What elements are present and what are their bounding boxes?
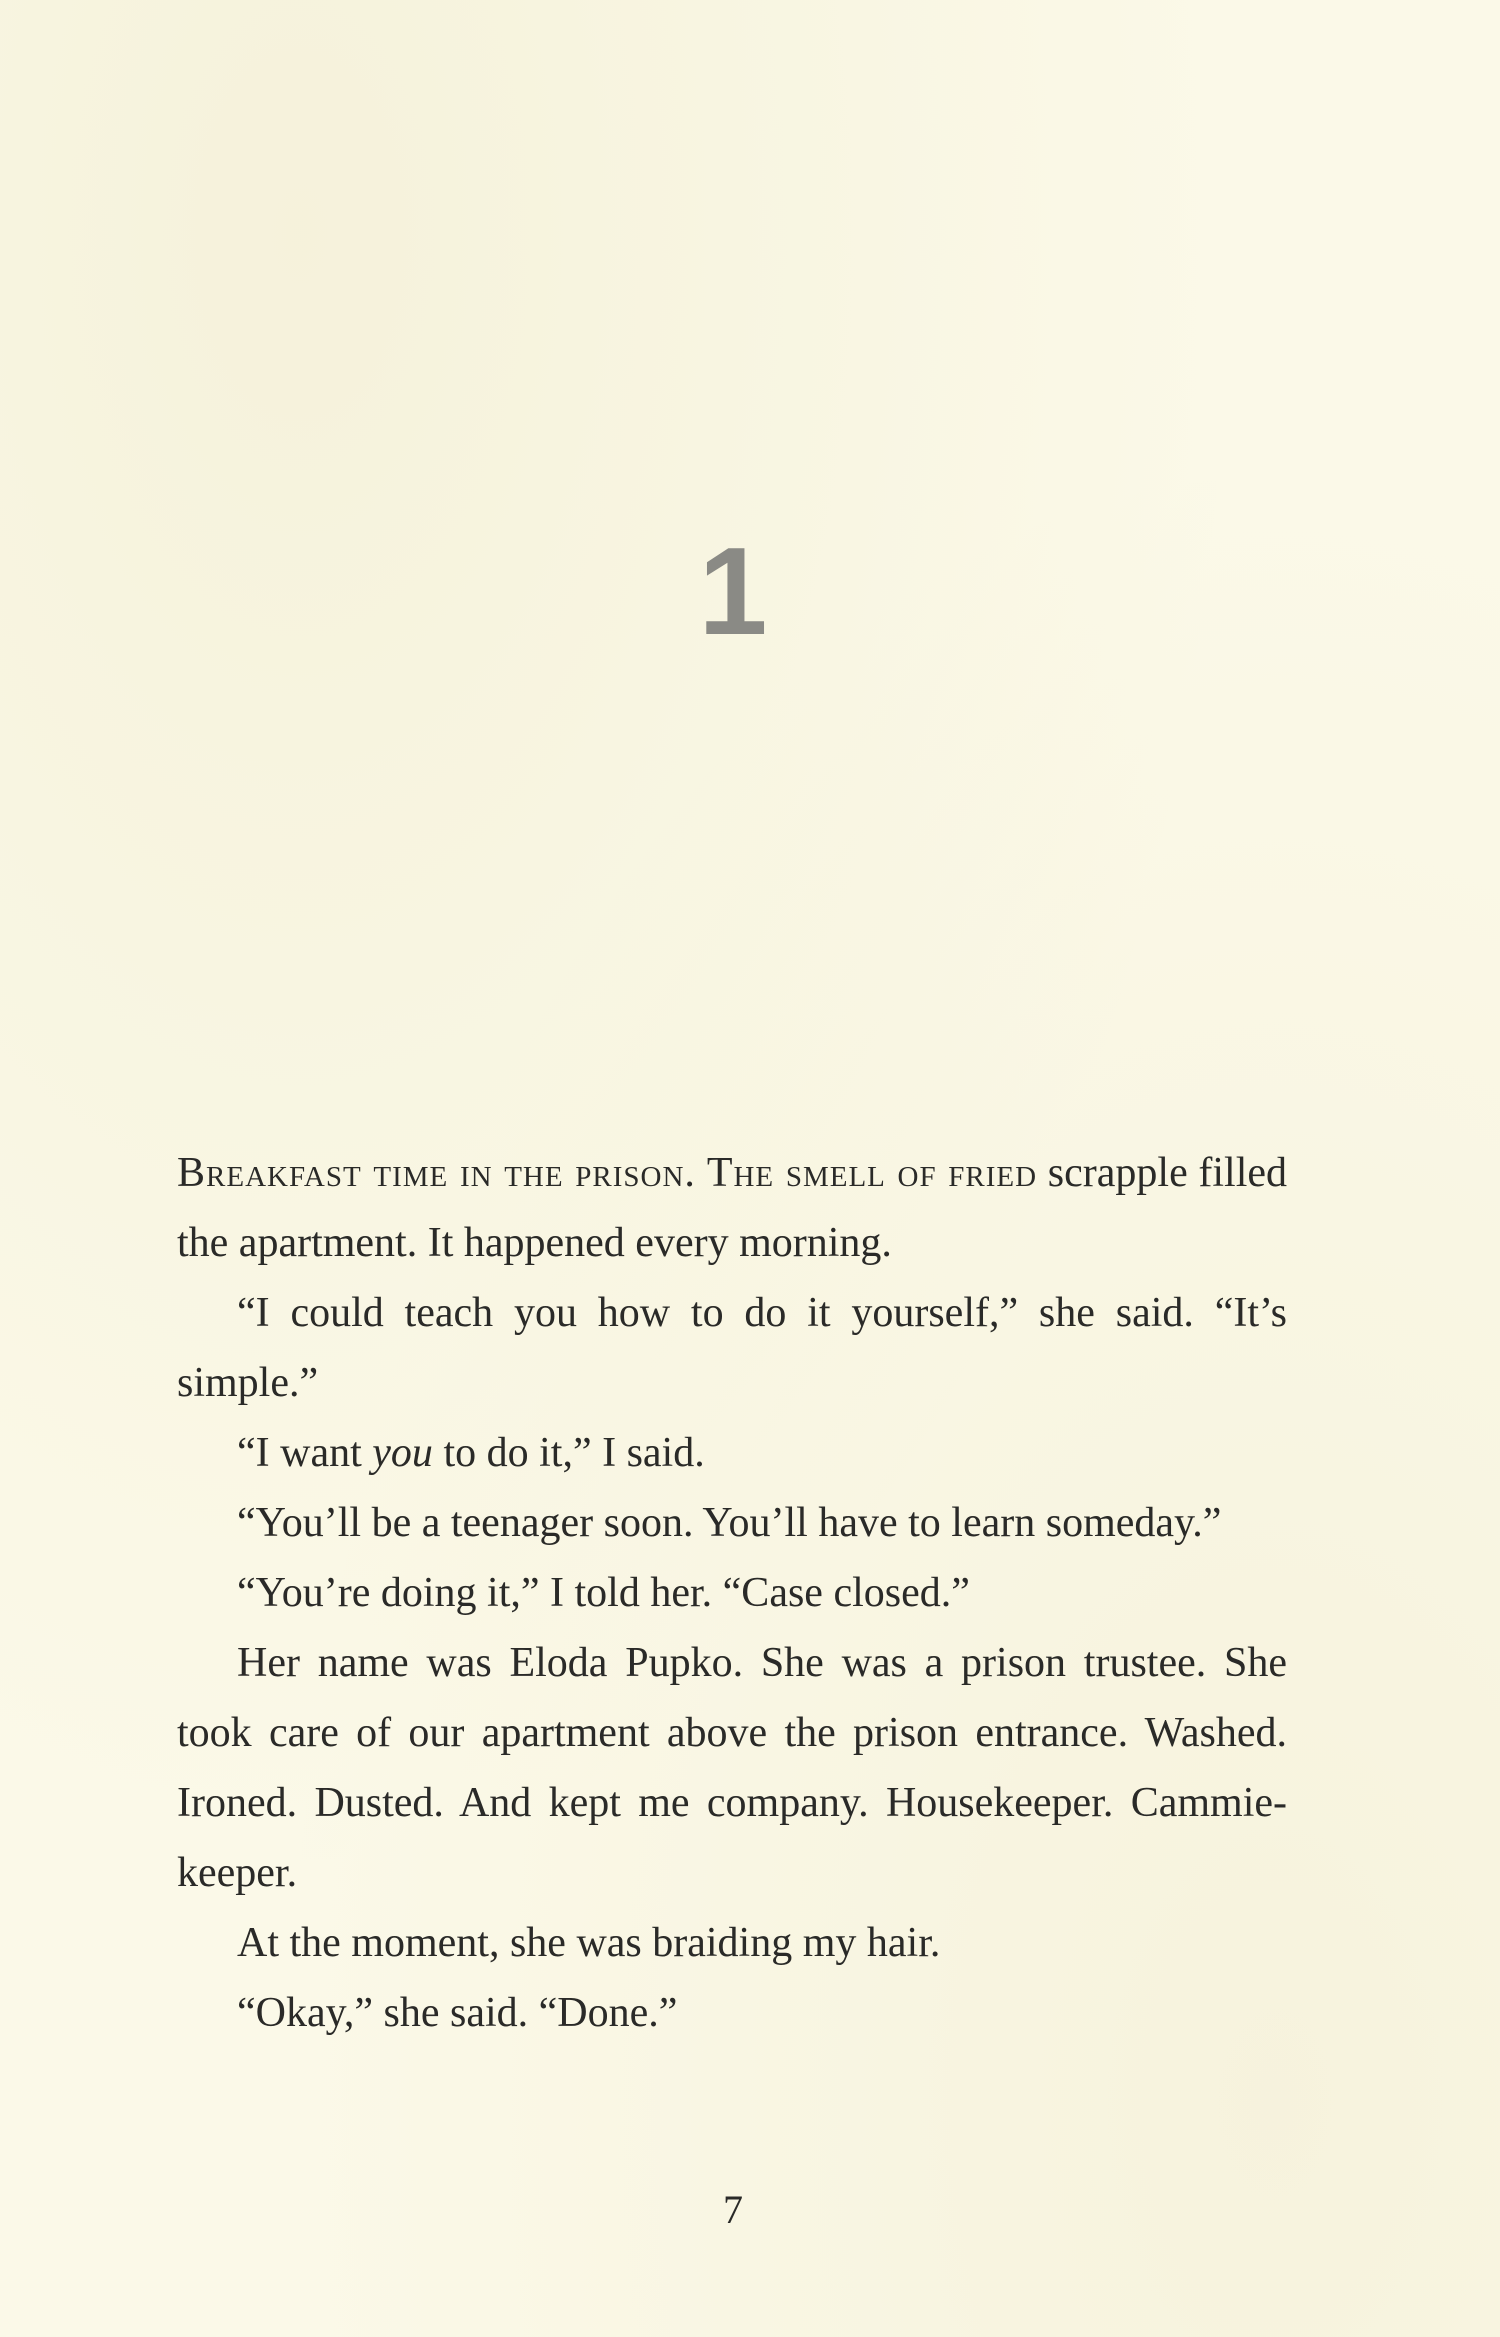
dialogue-want-before: “I want (237, 1430, 373, 1476)
paragraph-eloda: Her name was Eloda Pupko. She was a prison trustee. She took care of our apartment above the prison entrance. Washed. Ironed. Dusted. And kept me company. Housekeeper. Cammie-keeper. (177, 1640, 1287, 1896)
opening-small-caps: Breakfast time in the prison. The smell of fried (177, 1150, 1038, 1196)
paragraph-dialogue-teenager: “You’ll be a teenager soon. You’ll have to learn someday.” (237, 1500, 1222, 1546)
paragraph-braiding: At the moment, she was braiding my hair. (237, 1920, 941, 1966)
paragraph-dialogue-want (177, 1418, 1287, 1488)
paragraph-opening (177, 1138, 1287, 1278)
dialogue-want-italic: you (372, 1430, 433, 1476)
body-text (177, 1138, 1287, 2048)
dialogue-want-after: to do it,” I said. (432, 1430, 705, 1476)
opening-rest: scrapple filled the apartment. It happened every morning. (177, 1150, 1288, 1266)
paragraph-dialogue-teach: “I could teach you how to do it yourself,” she said. “It’s simple.” (177, 1290, 1287, 1406)
chapter-number: 1 (698, 523, 768, 661)
page-number: 7 (723, 2187, 743, 2232)
paragraph-done: “Okay,” she said. “Done.” (237, 1990, 678, 2036)
paragraph-dialogue-case-closed: “You’re doing it,” I told her. “Case closed.” (237, 1570, 970, 1616)
